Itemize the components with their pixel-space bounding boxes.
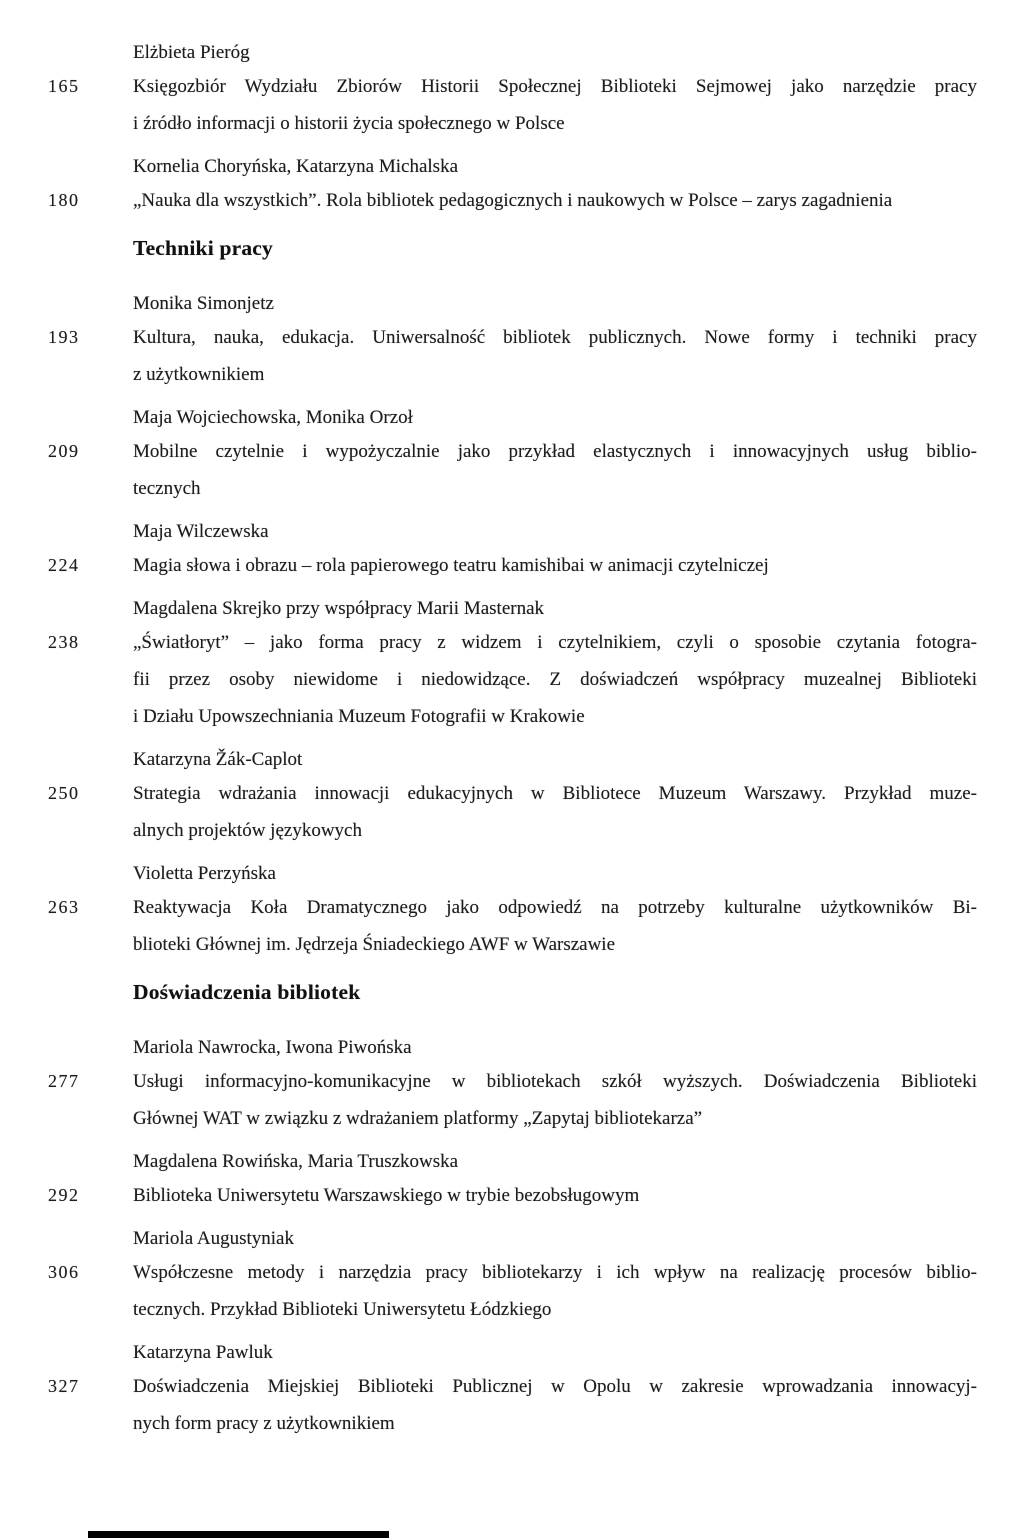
toc-entry — [48, 594, 977, 735]
title-line: „Nauka dla wszystkich”. Rola bibliotek pedagogicznych i naukowych w Polsce – zarys zagadnienia — [133, 190, 893, 211]
entry-authors: Maja Wilczewska — [133, 521, 269, 542]
entry-authors: Kornelia Choryńska, Katarzyna Michalska — [133, 156, 459, 177]
entry-authors: Violetta Perzyńska — [133, 863, 276, 884]
title-line: blioteki Głównej im. Jędrzeja Śniadeckiego AWF w Warszawie — [133, 934, 616, 955]
title-line: nych form pracy z użytkownikiem — [133, 1413, 395, 1434]
entry-title — [133, 547, 977, 584]
title-line: tecznych — [133, 478, 201, 499]
entry-title — [133, 68, 977, 142]
entry-row — [48, 1368, 977, 1442]
toc-entry — [48, 517, 977, 584]
entry-title — [133, 1368, 977, 1442]
title-line: i źródło informacji o historii życia społecznego w Polsce — [133, 113, 565, 134]
toc-entry — [48, 1147, 977, 1214]
page-number: 238 — [48, 632, 80, 652]
title-line: Współczesne metody i narzędzia pracy bibliotekarzy i ich wpływ na realizację procesów biblio- — [133, 1262, 977, 1283]
page-number: 306 — [48, 1262, 80, 1282]
page-number: 327 — [48, 1376, 80, 1396]
entry-authors: Monika Simonjetz — [133, 293, 274, 314]
entry-title — [133, 889, 977, 963]
title-line: Księgozbiór Wydziału Zbiorów Historii Społecznej Biblioteki Sejmowej jako narzędzie pracy — [133, 76, 977, 97]
entry-title — [133, 433, 977, 507]
entry-row — [48, 182, 977, 219]
title-line: tecznych. Przykład Biblioteki Uniwersytetu Łódzkiego — [133, 1299, 552, 1320]
title-line: Biblioteka Uniwersytetu Warszawskiego w trybie bezobsługowym — [133, 1185, 640, 1206]
page-number: 165 — [48, 76, 80, 96]
page-number: 292 — [48, 1185, 80, 1205]
entry-authors: Magdalena Skrejko przy współpracy Marii Masternak — [133, 598, 545, 619]
toc-entry — [48, 745, 977, 849]
title-line: Głównej WAT w związku z wdrażaniem platformy „Zapytaj bibliotekarza” — [133, 1108, 703, 1129]
entry-authors: Magdalena Rowińska, Maria Truszkowska — [133, 1151, 459, 1172]
entry-title — [133, 1254, 977, 1328]
entry-title — [133, 775, 977, 849]
title-line: „Światłoryt” – jako forma pracy z widzem i czytelnikiem, czyli o sposobie czytania fotogra- — [133, 632, 977, 653]
title-line: alnych projektów językowych — [133, 820, 362, 841]
entry-authors: Maja Wojciechowska, Monika Orzoł — [133, 407, 413, 428]
page-number: 224 — [48, 555, 80, 575]
page-number: 180 — [48, 190, 80, 210]
toc-entry — [48, 1224, 977, 1328]
scan-artifact-bar — [88, 1531, 389, 1538]
title-line: fii przez osoby niewidome i niedowidzące. Z doświadczeń współpracy muzealnej Biblioteki — [133, 669, 977, 690]
entry-title — [133, 1063, 977, 1137]
entry-row — [48, 1177, 977, 1214]
entry-authors: Katarzyna Pawluk — [133, 1342, 273, 1363]
entry-row — [48, 1063, 977, 1137]
entry-authors: Mariola Augustyniak — [133, 1228, 294, 1249]
title-line: Magia słowa i obrazu – rola papierowego teatru kamishibai w animacji czytelniczej — [133, 555, 769, 576]
entry-row — [48, 547, 977, 584]
toc-entry — [48, 403, 977, 507]
entry-authors: Katarzyna Žák-Caplot — [133, 749, 303, 770]
page-number: 193 — [48, 327, 80, 347]
entry-authors: Mariola Nawrocka, Iwona Piwońska — [133, 1037, 412, 1058]
page-number: 277 — [48, 1071, 80, 1091]
entry-row — [48, 433, 977, 507]
page-number: 250 — [48, 783, 80, 803]
title-line: Doświadczenia Miejskiej Biblioteki Publicznej w Opolu w zakresie wprowadzania innowacyj- — [133, 1376, 977, 1397]
toc-entry — [48, 152, 977, 219]
entry-row — [48, 319, 977, 393]
title-line: Mobilne czytelnie i wypożyczalnie jako przykład elastycznych i innowacyjnych usług biblio- — [133, 441, 977, 462]
entry-row — [48, 775, 977, 849]
entry-authors: Elżbieta Pieróg — [133, 42, 250, 63]
toc-entry — [48, 1338, 977, 1442]
entry-title — [133, 182, 977, 219]
toc-entry — [48, 859, 977, 963]
title-line: i Działu Upowszechniania Muzeum Fotografii w Krakowie — [133, 706, 585, 727]
entry-title — [133, 319, 977, 393]
page-number: 209 — [48, 441, 80, 461]
entry-row — [48, 68, 977, 142]
toc-entry — [48, 1033, 977, 1137]
page-number: 263 — [48, 897, 80, 917]
entry-row — [48, 1254, 977, 1328]
entry-title — [133, 624, 977, 735]
entry-title — [133, 1177, 977, 1214]
title-line: Usługi informacyjno-komunikacyjne w bibliotekach szkół wyższych. Doświadczenia Biblioteki — [133, 1071, 977, 1092]
title-line: Reaktywacja Koła Dramatycznego jako odpowiedź na potrzeby kulturalne użytkowników Bi- — [133, 897, 977, 918]
title-line: Strategia wdrażania innowacji edukacyjnych w Bibliotece Muzeum Warszawy. Przykład muze- — [133, 783, 977, 804]
entry-row — [48, 624, 977, 735]
title-line: z użytkownikiem — [133, 364, 265, 385]
title-line: Kultura, nauka, edukacja. Uniwersalność bibliotek publicznych. Nowe formy i techniki pracy — [133, 327, 977, 348]
toc-entry — [48, 38, 977, 142]
toc-entry — [48, 289, 977, 393]
section-heading: Techniki pracy — [133, 236, 273, 260]
section-heading: Doświadczenia bibliotek — [133, 980, 361, 1004]
entry-row — [48, 889, 977, 963]
